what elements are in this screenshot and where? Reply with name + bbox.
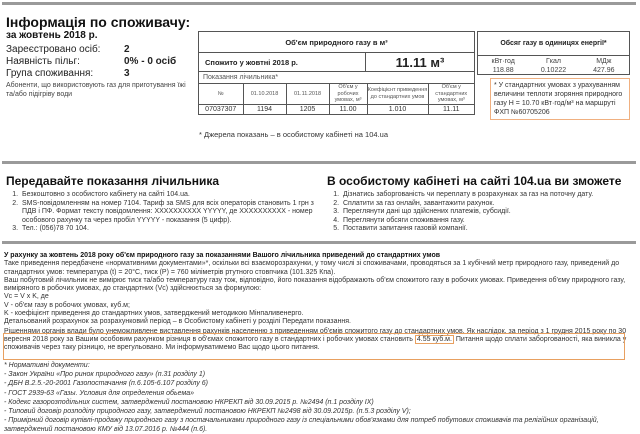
reading-end: 1205 [286, 104, 329, 114]
standard-volume: 11.11 [443, 105, 460, 113]
gas-volume-header: Об'єм природного газу в м³ [199, 32, 474, 53]
meter-footnote: * Джерела показань – в особистому кабінеті на 104.ua [199, 130, 388, 139]
decision-highlight-box [3, 333, 625, 360]
consumer-info-period: за жовтень 2018 р. [6, 30, 98, 41]
normative-docs [4, 361, 634, 434]
meter-number: 07037307 [199, 104, 243, 114]
col-coefficient: Коефіцієнт приведення до стандартних умов [367, 84, 428, 104]
explanation-p2: Ваш побутовий лічильник не вимірює тиск та/або температуру газу тож, відповідно, його показання відображають об'єм спожитого газу в робочих умовах. Приведення об'єму природного газу, виміряного в робочих умовах, до стандартних (Vc) здійснюється за формулою: [4, 276, 626, 293]
col-number: № [199, 84, 243, 104]
list-item: - Примірний договір купівлі-продажу природного газу з постачальниками природного газу із спеціальними обов'язками для потреб побутових споживачів та релігійних організацій, затверджений постановою КМУ від 13.07.2016 р. №444 (п.6). [4, 417, 599, 434]
submit-readings-section [6, 174, 316, 234]
consumption-group-label: Група споживання: [6, 68, 94, 79]
list-item: - Кодекс газорозподільних систем, затверджений постановою НКРЕКП від 30.09.2015 р. №2494 (п.1 розділу IX) [4, 398, 374, 406]
detail-note: Детальований розрахунок за розрахунковий період – в Особистому кабінеті у розділі Передати показання. [4, 318, 351, 326]
registered-persons-row [6, 44, 196, 55]
energy-mj-value: 427.96 [593, 67, 615, 74]
energy-gcal-value: 0.10222 [540, 67, 567, 74]
energy-gcal-unit: Гкал [546, 58, 561, 65]
list-item: - ДБН В.2.5.-20-2001 Газопостачання (п.6.105-6.107 розділу 6) [4, 380, 209, 388]
table-row [199, 104, 474, 114]
top-divider [2, 2, 636, 5]
benefits-row [6, 56, 196, 67]
energy-kwh-value: 118.88 [492, 67, 514, 74]
energy-header: Обсяг газу в одиницях енергії* [478, 32, 629, 56]
list-item: 3. Переглянути дані що здійснених платежів, субсидії. [341, 208, 632, 217]
cabinet-list [327, 191, 632, 234]
energy-kwh [478, 57, 528, 75]
divider-1 [2, 161, 636, 164]
list-item: - ГОСТ 2939-63 «Газы. Условия для определения обьема» [4, 389, 195, 397]
consumed-row [199, 53, 474, 72]
list-item: 1. Безкоштовно з особистого кабінету на сайті 104.ua. [20, 191, 316, 200]
list-item: 2. Сплатити за газ онлайн, завантажити рахунок. [341, 200, 632, 209]
decision-part-b: Питання щодо сплати заборгованості, яка виникла у споживачів через таку різницю, не врегульовано. Ми інформуватимемо Вас щодо цього питання. [4, 335, 627, 352]
benefits-value: 0% - 0 осіб [124, 56, 177, 67]
list-item: - Закон України «Про ринок природного газу» (п.31 розділу 1) [4, 371, 206, 379]
meter-readings-table [199, 84, 474, 114]
cabinet-section [327, 174, 632, 234]
explanation-heading: У рахунку за жовтень 2018 року об'єм природного газу за показаннями Вашого лічильника приведений до стандартних умов [4, 252, 441, 259]
energy-kwh-unit: кВт·год [491, 58, 515, 65]
list-item: 5. Поставити запитання газовій компанії. [341, 225, 632, 234]
explanation-p1: Таке приведення передбачене «нормативними документами»*, оскільки всі взаєморозрахунки, у тому числі зі споживачами, проводяться за 1 кубічний метр природного газу, приведений до стандартних умов: температура (t) = 20°C, тиск (P) = 760 міліметрів ртутного стовпчика (101.325 Кпа). [4, 260, 620, 276]
cabinet-title: В особистому кабінеті на сайті 104.ua ви зможете [327, 174, 622, 188]
decision-part-a: Рішеннями органів влади було унеможливлене виставлення рахунків населенню з приведенням об'ємів спожитого газу до стандартних умов. Як наслідок, за період з 1 грудня 2015 року по 30 вересня 2018 року за Вашим особовим рахунком різниця в об'ємах спожитого газу в стандартних і робочих умовах становить [4, 327, 627, 343]
benefits-label: Наявність пільг: [6, 56, 80, 67]
list-item: 1. Дізнатись заборгованість чи переплату в розрахунках за газ на поточну дату. [341, 191, 632, 200]
v-definition: V - об'єм газу в робочих умовах, куб.м; [4, 301, 130, 309]
submit-readings-list [6, 191, 316, 234]
consumer-note: Абоненти, що використовують газ для приготування їжі та/або підігріву води [6, 82, 186, 98]
energy-table [477, 31, 630, 75]
energy-mj [579, 57, 629, 75]
gas-volume-table [198, 31, 475, 115]
consumed-value: 11.11 м³ [395, 55, 445, 70]
list-item: - Типовий договір розподілу природного газу, затверджений постановою НКРЕКП №2498 від 30.09.2015р. (п.5.3 розділу V); [4, 408, 411, 416]
list-item: 2. SMS-повідомленням на номер 7104. Тариф за SMS для всіх операторів становить 1 грн з ПДВ і ПФ. Формат тексту повідомлення: XXXXXXXXXX YYYYY, де XXXXXXXXXX - номер особового рахунку та через пробіл YYYYY - показання (5 цифр). [20, 200, 316, 226]
consumed-label: Спожито у жовтні 2018 р. [199, 53, 366, 71]
norms-title: * Нормативні документи: [4, 362, 90, 369]
col-end-date: 01.11.2018 [286, 84, 329, 104]
col-working-volume: Об'єм у робочих умовах, м³ [329, 84, 367, 104]
consumption-group-row [6, 68, 196, 79]
k-definition: K - коефіцієнт приведення до стандартних умов, затверджений методикою Мінпаливенерго. [4, 310, 304, 318]
energy-note: * У стандартних умовах з урахуванням величини теплоти згоряння природного газу H = 10.70 кВт·год/м³ на маршруті ФХП №60705206 [490, 78, 630, 120]
formula: Vc = V x K, де [4, 293, 49, 301]
coefficient: 1.010 [367, 104, 428, 114]
reading-start: 1194 [243, 104, 286, 114]
energy-mj-unit: МДж [596, 58, 612, 65]
submit-readings-title: Передавайте показання лічильника [6, 174, 220, 188]
col-start-date: 01.10.2018 [243, 84, 286, 104]
consumer-info-title: Інформація по споживачу: [6, 14, 191, 30]
working-volume: 11.00 [329, 104, 367, 114]
difference-value: 4.55 куб.м. [416, 335, 452, 343]
registered-persons-label: Зареєстровано осіб: [6, 44, 101, 55]
meter-caption: Показання лічильника* [199, 72, 474, 84]
consumption-group-value: 3 [124, 68, 130, 79]
energy-gcal [528, 57, 578, 75]
registered-persons-value: 2 [124, 44, 130, 55]
col-standard-volume: Об'єм у стандартних умовах, м³ [428, 84, 474, 104]
divider-2 [2, 241, 636, 244]
list-item: 4. Переглянути обсяги споживання газу. [341, 217, 632, 226]
list-item: 3. Тел.: (056)78 70 104. [20, 225, 316, 234]
